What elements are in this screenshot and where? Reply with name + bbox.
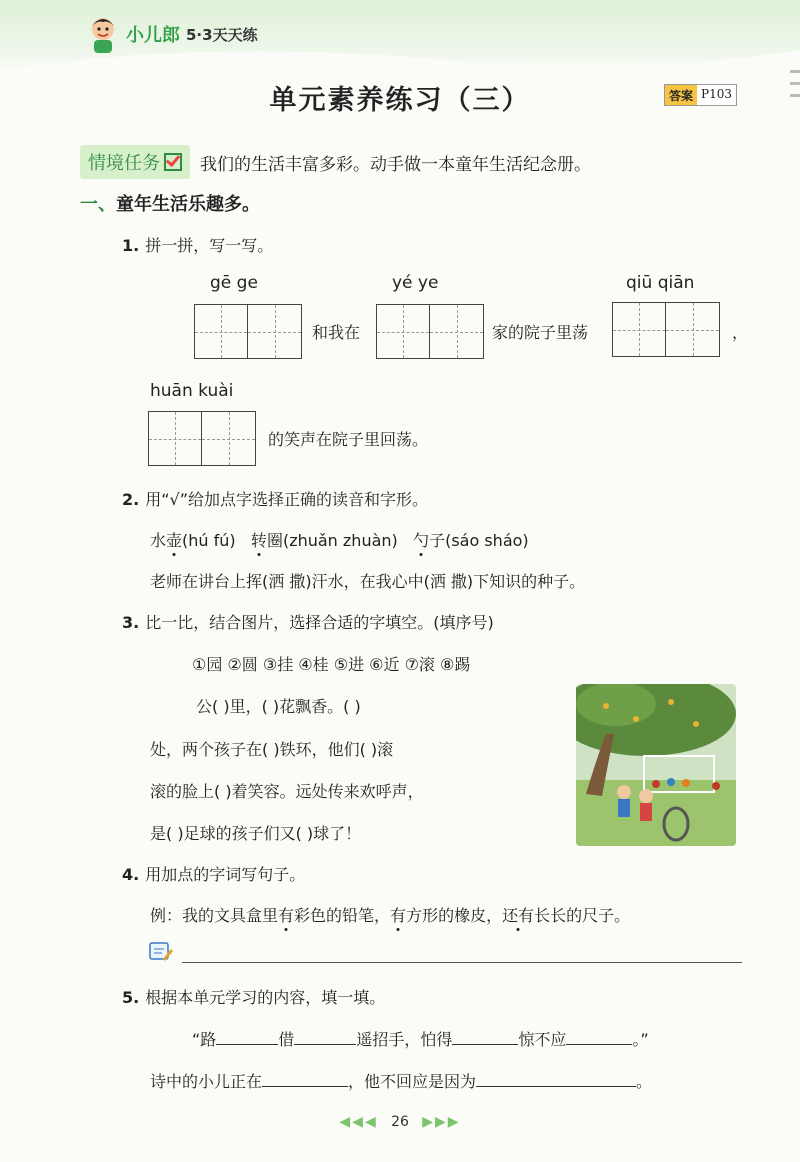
brand-name: 小儿郎 — [126, 25, 180, 46]
q2-sentence[interactable]: 老师在讲台上挥(洒 撒)汗水，在我心中(洒 撒)下知识的种子。 — [150, 572, 586, 591]
q5-line-2: 诗中的小儿正在 ，他不回应是因为 。 — [150, 1072, 653, 1091]
brand-series: 5·3天天练 — [186, 25, 258, 44]
pinyin-qiuqian: qiū qiān — [626, 273, 695, 293]
q5-blank-2[interactable] — [294, 1030, 356, 1045]
writing-grid-2[interactable] — [376, 304, 484, 359]
q1-text2: 家的院子里荡 — [492, 323, 589, 342]
page-title: 单元素养练习（三） — [269, 85, 531, 116]
q5-blank-5[interactable] — [262, 1072, 348, 1087]
kids-playing-illustration — [576, 684, 736, 846]
answer-page: P103 — [697, 85, 736, 105]
writing-grid-4[interactable] — [148, 411, 256, 466]
answer-label: 答案 — [665, 85, 697, 105]
q2-option-3[interactable]: (sáo sháo) — [445, 531, 529, 550]
page-number: ◀◀◀ 26 ▶▶▶ — [339, 1114, 461, 1130]
q3-line-3[interactable]: 滚的脸上( )着笑容。远处传来欢呼声， — [150, 782, 424, 801]
right-arrows-icon: ▶▶▶ — [422, 1114, 461, 1130]
brand — [86, 14, 258, 54]
section-title: 童年生活乐趣多。 — [116, 194, 260, 215]
q3-line-2[interactable]: 处，两个孩子在( )铁环，他们( )滚 — [150, 740, 394, 759]
q1-text1: 和我在 — [312, 323, 361, 342]
q5-blank-3[interactable] — [452, 1030, 518, 1045]
q5-blank-4[interactable] — [566, 1030, 632, 1045]
q3-line-1[interactable]: 公( )里，( )花飘香。( ) — [196, 697, 361, 716]
q2-option-1[interactable]: (hú fú) — [182, 531, 236, 550]
q5-line-1: “路 借 遥招手，怕得 惊不应 。” — [192, 1030, 649, 1049]
section-heading — [80, 190, 260, 216]
writing-grid-1[interactable] — [194, 304, 302, 359]
q4-example: 例：我的文具盒里有彩色的铅笔，有方形的橡皮，还有长长的尺子。 — [150, 906, 631, 925]
dotted-char: 有 — [278, 906, 295, 925]
q2-title: 2. 用“√”给加点字选择正确的读音和字形。 — [122, 490, 428, 509]
writing-icon — [148, 940, 174, 964]
checkbox-icon — [164, 153, 182, 171]
q5-title: 5. 根据本单元学习的内容，填一填。 — [122, 988, 386, 1007]
dotted-char: 有 — [390, 906, 407, 925]
q3-line-4[interactable]: 是( )足球的孩子们又( )球了！ — [150, 824, 362, 843]
edge-marks — [790, 70, 800, 106]
pinyin-yeye: yé ye — [392, 273, 439, 293]
q3-title: 3. 比一比，结合图片，选择合适的字填空。(填序号) — [122, 613, 494, 632]
situation-task — [80, 145, 591, 179]
left-arrows-icon: ◀◀◀ — [339, 1114, 378, 1130]
dotted-char: 勺 — [413, 531, 430, 550]
pinyin-huankuai: huān kuài — [150, 381, 234, 401]
q4-title: 4. 用加点的字词写句子。 — [122, 865, 306, 884]
q2-words: 水壶(hú fú) 转圈(zhuǎn zhuàn) 勺子(sáo sháo) — [150, 531, 529, 550]
pinyin-gege: gē ge — [210, 273, 258, 293]
dotted-char: 还有 — [502, 906, 535, 925]
q1-text4: 的笑声在院子里回荡。 — [268, 430, 429, 449]
q1-text3: ， — [732, 323, 749, 342]
dotted-char: 壶 — [166, 531, 183, 550]
task-tag — [80, 145, 190, 179]
q2-option-2[interactable]: (zhuǎn zhuàn) — [282, 531, 398, 550]
mascot-icon — [86, 14, 120, 54]
q1-title: 1. 拼一拼，写一写。 — [122, 236, 274, 255]
task-tag-label: 情境任务 — [88, 153, 160, 174]
q3-options: ①园 ②圆 ③挂 ④桂 ⑤进 ⑥近 ⑦滚 ⑧踢 — [192, 655, 471, 674]
task-text: 我们的生活丰富多彩。动手做一本童年生活纪念册。 — [200, 154, 591, 175]
writing-grid-3[interactable] — [612, 302, 720, 357]
answer-badge — [664, 84, 737, 106]
q5-blank-6[interactable] — [476, 1072, 636, 1087]
q4-answer-line[interactable] — [182, 962, 742, 963]
q5-blank-1[interactable] — [216, 1030, 278, 1045]
section-number: 一、 — [80, 194, 116, 215]
dotted-char: 转 — [250, 531, 267, 550]
